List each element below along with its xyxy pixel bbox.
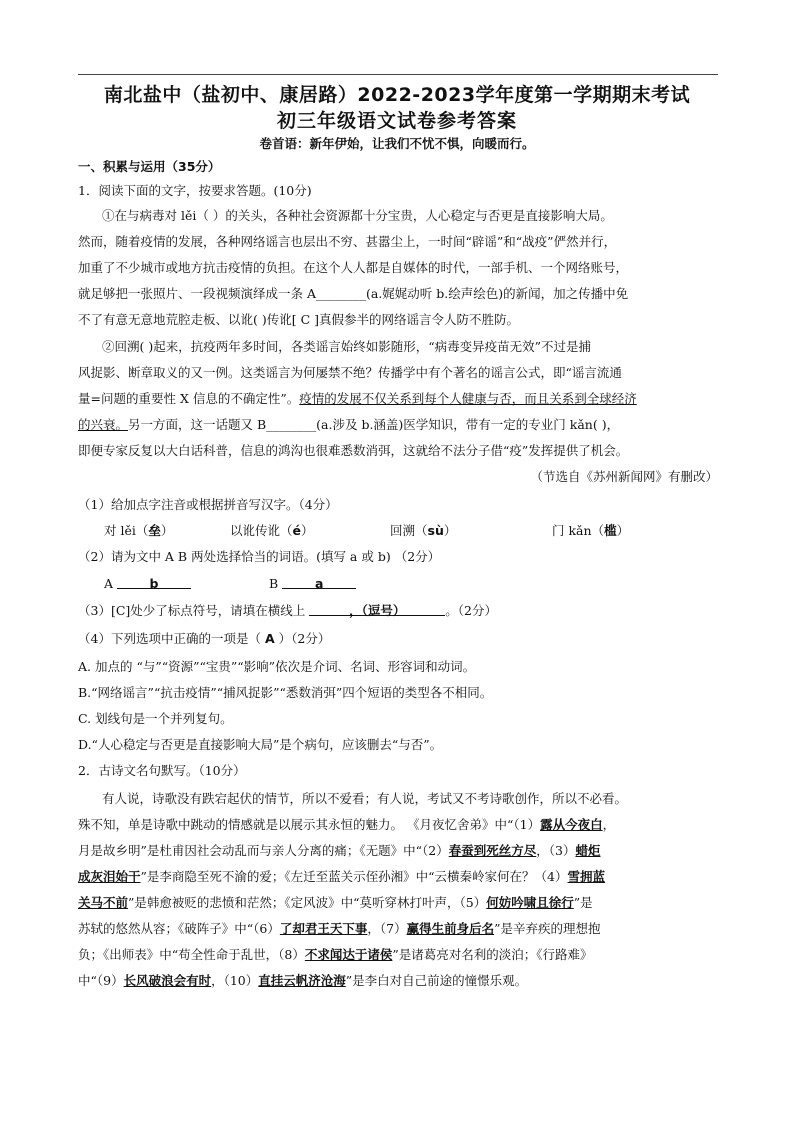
answer-text: 蜡炬 xyxy=(575,843,601,858)
passage-line xyxy=(78,416,718,434)
passage-line: 风捉影、断章取义的又一例。这类谣言为何屡禁不绝？传播学中有个著名的谣言公式，即“谣言流通 xyxy=(78,365,622,380)
sub1-item: 以讹传讹（é） xyxy=(230,523,314,538)
answer-text: 露从今夜白 xyxy=(540,817,603,832)
sub-question-3: （3）[C]处少了标点符号，请填在横线上 ，（逗号） 。（2分） xyxy=(78,603,497,618)
passage-text: 量=问题的重要性 X 信息的不确定性”。 xyxy=(78,391,300,406)
sub-question-4: （4）下列选项中正确的一项是（ A ）（2分） xyxy=(78,631,331,646)
answer-punctuation: ，（逗号） xyxy=(309,602,445,616)
answer-text: 长风破浪会有时 xyxy=(123,973,212,988)
answer-text: 春蚕到死丝方尽 xyxy=(448,843,537,858)
passage-line: 即便专家反复以大白话科普，信息的鸿沟也很难悉数消弭，这就给不法分子借“疫”发挥提供了机会。 xyxy=(78,443,629,458)
answer-text: 关马不前 xyxy=(78,895,129,910)
underlined-sentence: 的兴衰。 xyxy=(78,417,129,432)
exam-subtitle: 初三年级语文试卷参考答案 xyxy=(276,110,517,132)
passage-line: 就足够把一张照片、一段视频演绎成一条 A________(a.娓娓动听 b.绘声绘色)的新闻，加之传播中免 xyxy=(78,286,629,301)
passage-line xyxy=(78,390,718,408)
q2-line: 殊不知，单是诗歌中跳动的情感就是以展示其永恒的魅力。 《月夜忆舍弟》中“（1）露从今夜白， xyxy=(78,817,616,832)
q2-line: 负；《出师表》中“苟全性命于乱世，（8）不求闻达于诸侯”是诸葛亮对名利的淡泊；《行路难》 xyxy=(78,947,593,962)
option-b: B.“网络谣言”“抗击疫情”“捕风捉影”“悉数消弭”四个短语的类型各不相同。 xyxy=(78,685,493,700)
sub-question-1: （1）给加点字注音或根据拼音写汉字。（4分） xyxy=(78,497,338,512)
answer-b: a xyxy=(282,575,356,589)
header-rule xyxy=(78,74,718,75)
answer-choice: A xyxy=(264,631,275,646)
passage-line: 不了有意无意地荒腔走板、以讹( )传讹[ C ]真假参半的网络谣言令人防不胜防。 xyxy=(78,312,519,327)
exam-title: 南北盐中（盐初中、康居路）2022-2023学年度第一学期期末考试 xyxy=(103,84,691,106)
answer-text: é xyxy=(292,523,301,538)
answer-text: 雪拥蓝 xyxy=(567,869,606,884)
passage-line: ②回溯( )起来，抗疫两年多时间，各类谣言始终如影随形，“病毒变异疫苗无效”不过是捕 xyxy=(102,339,592,354)
sub1-answer-row xyxy=(104,522,744,540)
answer-text: 不求闻达于诸侯 xyxy=(304,947,393,962)
answer-a: b xyxy=(117,575,191,589)
section-heading: 一、积累与运用（35分） xyxy=(78,159,221,174)
passage-line: 加重了不少城市或地方抗击疫情的负担。在这个人人都是自媒体的时代，一部手机、一个网络账号， xyxy=(78,260,629,275)
q2-prompt: 2．古诗文名句默写。（10分） xyxy=(78,763,246,778)
q2-line: 有人说，诗歌没有跌宕起伏的情节，所以不爱看；有人说，考试又不考诗歌创作，所以不必看。 xyxy=(102,791,628,806)
q2-line: 苏轼的悠然从容；《破阵子》中“（6）了却君王天下事，（7）赢得生前身后名”是辛弃疾的理想抱 xyxy=(78,921,601,936)
answer-text: 成灰泪始干 xyxy=(78,869,141,884)
sub1-item: 回溯（sù） xyxy=(390,523,457,538)
sub1-item: 门 kǎn（槛） xyxy=(552,523,630,538)
answer-text: 直挂云帆济沧海 xyxy=(258,973,346,988)
sub2-answer-row: A b B a xyxy=(104,575,744,593)
q2-line: 关马不前”是韩愈被贬的悲愤和茫然；《定风波》中“莫听穿林打叶声，（5）何妨吟啸且徐行”是 xyxy=(78,895,593,910)
passage-line: 然而，随着疫情的发展，各种网络谣言也层出不穷、甚嚣尘上，一时间“辟谣”和“战疫”俨然并行， xyxy=(78,234,617,249)
sub-question-2: （2）请为文中 A B 两处选择恰当的词语。(填写 a 或 b) （2分） xyxy=(78,549,441,564)
preface-text: 卷首语：新年伊始，让我们不忧不惧，向暖而行。 xyxy=(259,136,535,151)
answer-text: sù xyxy=(427,523,444,538)
answer-text: 了却君王天下事 xyxy=(279,921,368,936)
passage-text: 另一方面，这一话题又 B________(a.涉及 b.涵盖)医学知识，带有一定的专业门 kǎn( )， xyxy=(128,417,620,432)
option-d: D.“人心稳定与否更是直接影响大局”是个病句，应该删去“与否”。 xyxy=(78,737,443,752)
q2-line: 月是故乡明”是杜甫因社会动乱而与亲人分离的痛；《无题》中“（2）春蚕到死丝方尽，（3）蜡炬 xyxy=(78,843,601,858)
q2-line: 中“（9）长风破浪会有时，（10）直挂云帆济沧海”是李白对自己前途的憧憬乐观。 xyxy=(78,973,528,988)
option-a: A. 加点的 “与”“资源”“宝贵”“影响”依次是介词、名词、形容词和动词。 xyxy=(78,659,476,674)
q1-prompt: 1．阅读下面的文字，按要求答题。(10分) xyxy=(78,183,312,198)
answer-text: 赢得生前身后名 xyxy=(406,921,495,936)
underlined-sentence: 疫情的发展不仅关系到每个人健康与否，而且关系到全球经济 xyxy=(299,391,637,406)
answer-text: 垒 xyxy=(148,523,161,538)
passage-line: ①在与病毒对 lěi（ ）的关头，各种社会资源都十分宝贵，人心稳定与否更是直接影响大局。 xyxy=(102,208,613,223)
option-c: C. 划线句是一个并列复句。 xyxy=(78,711,233,726)
q2-line: 成灰泪始干”是李商隐至死不渝的爱；《左迁至蓝关示侄孙湘》中“云横秦岭家何在？（4）雪拥蓝 xyxy=(78,869,606,884)
sub1-item: 对 lěi（垒） xyxy=(104,523,174,538)
answer-text: 何妨吟啸且徐行 xyxy=(486,895,574,910)
answer-text: 槛 xyxy=(604,523,617,538)
source-note: （节选自《苏州新闻网》有删改） xyxy=(530,469,718,484)
